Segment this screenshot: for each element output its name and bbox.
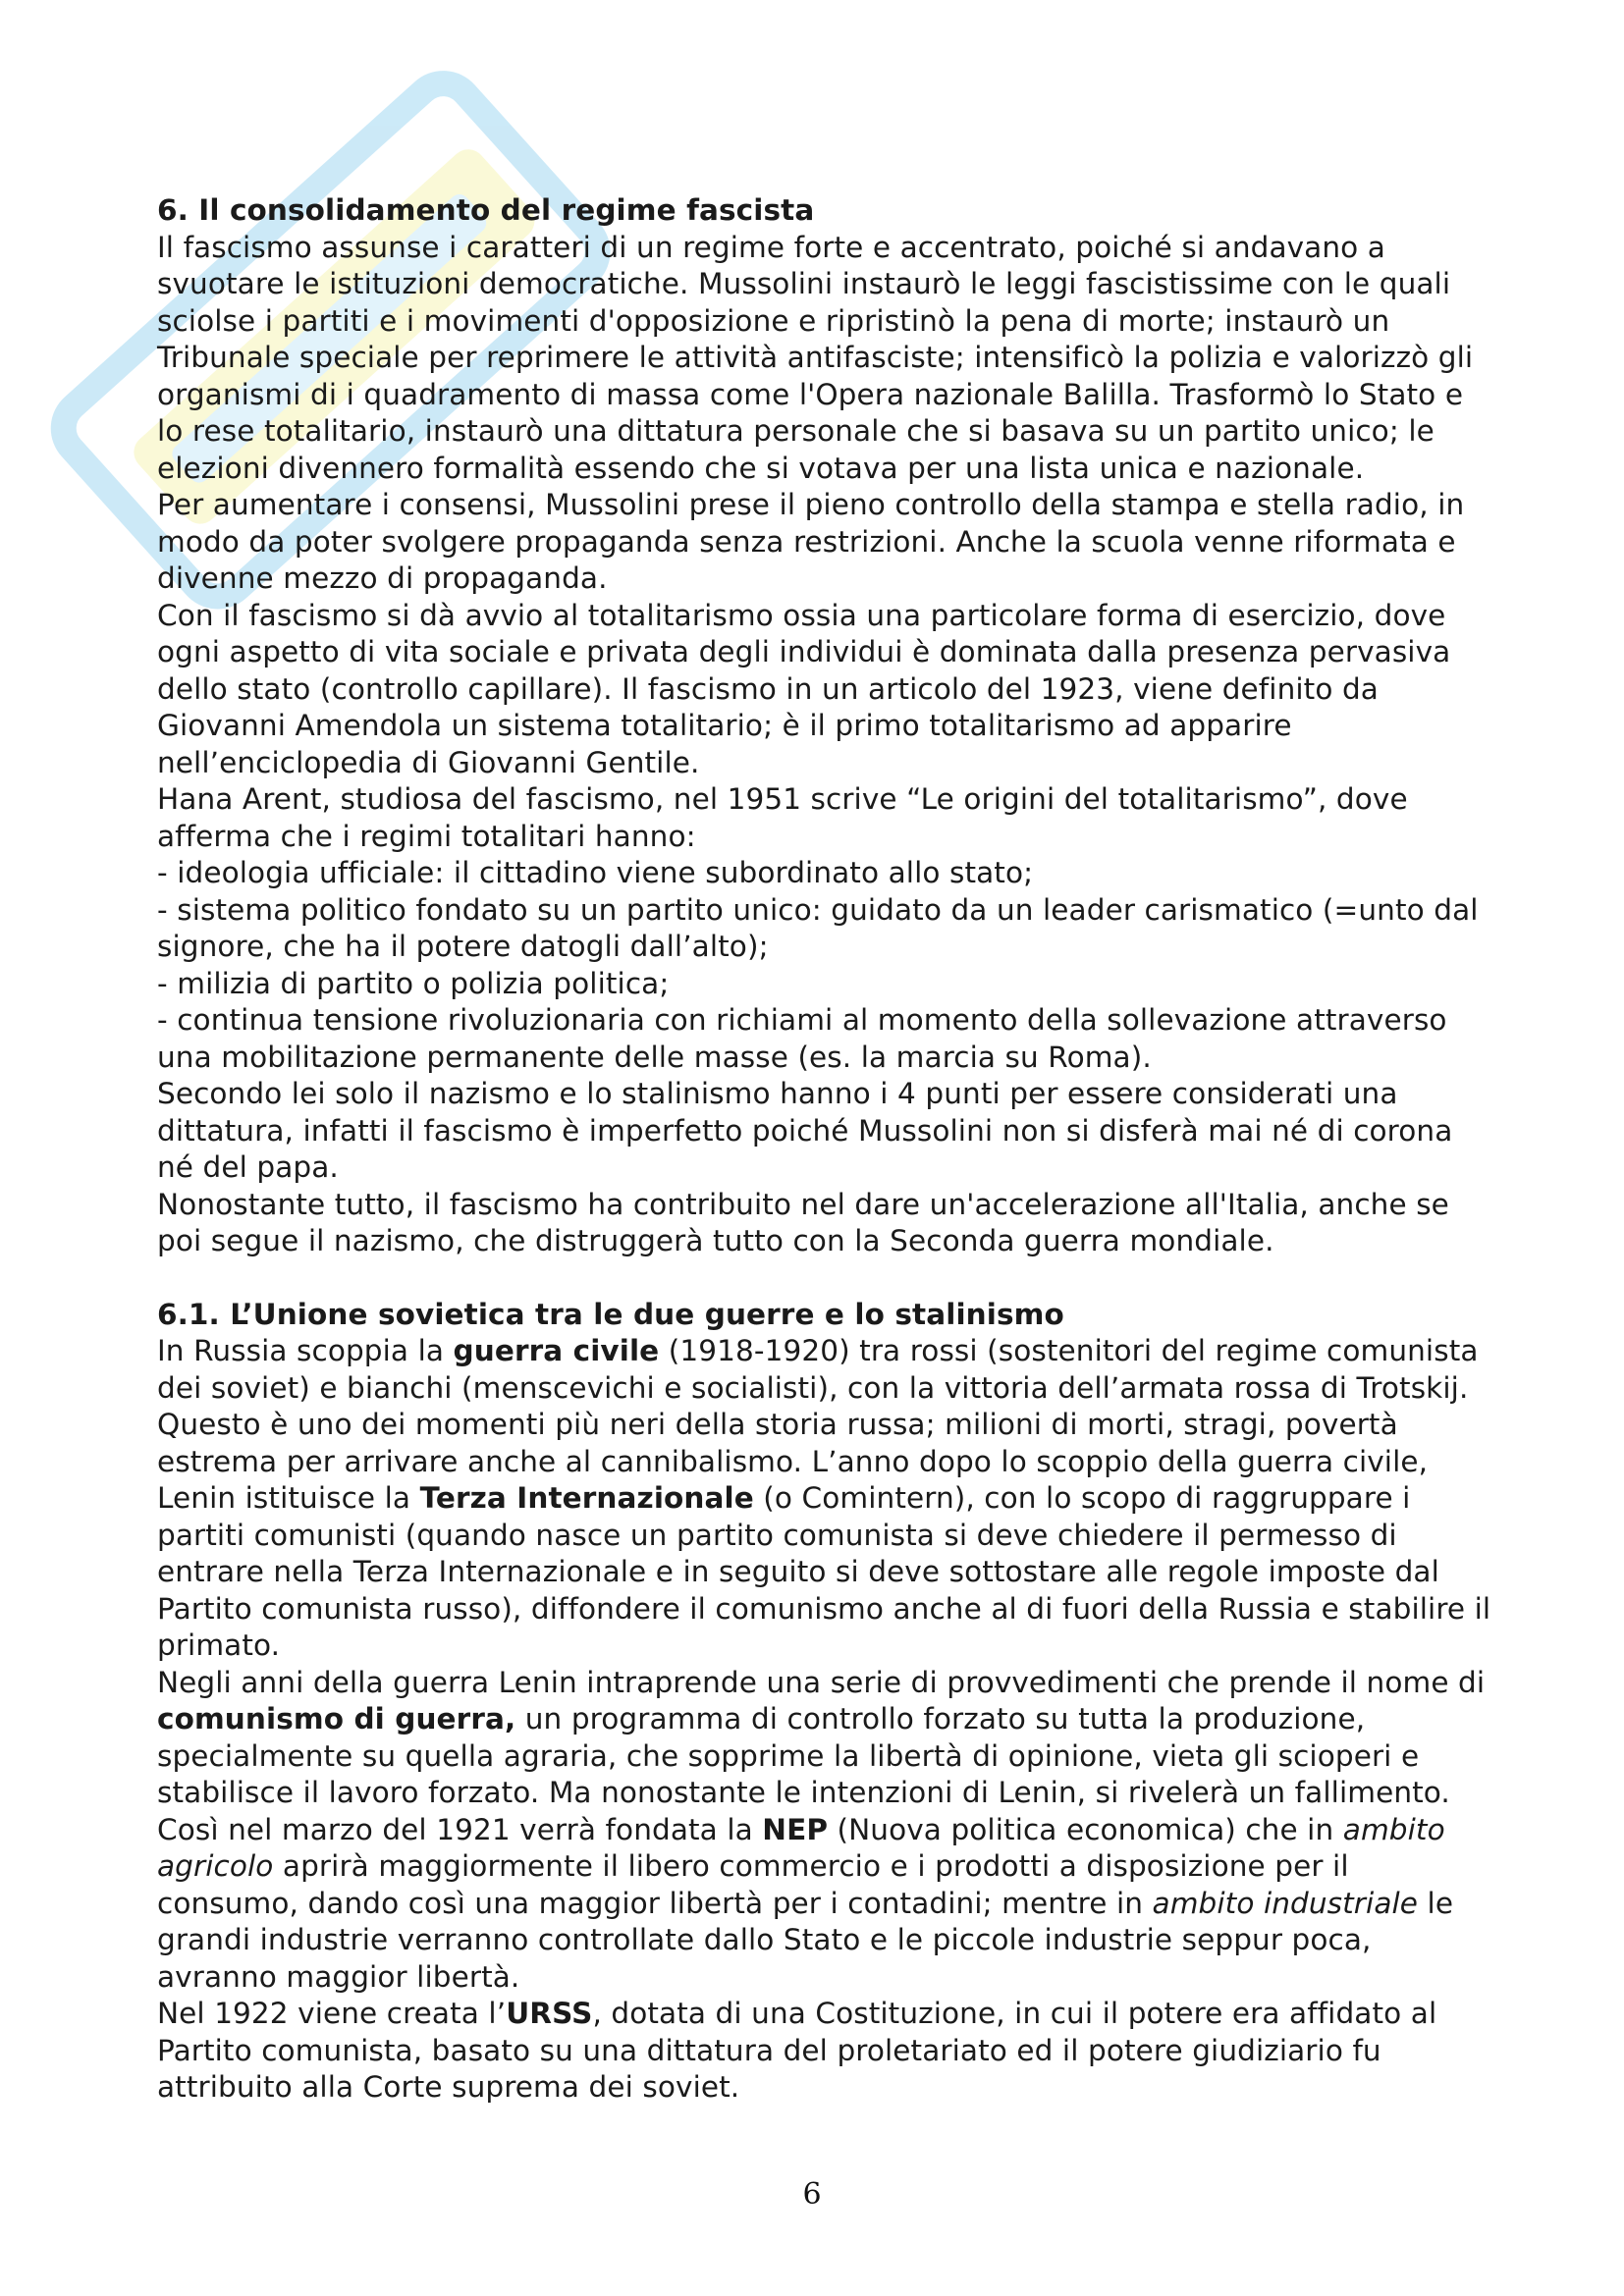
list-item: - sistema politico fondato su un partito unico: guidato da un leader carismatico (=unto dal signore, che ha il potere datogli dall’alto); xyxy=(157,892,1492,966)
paragraph: Per aumentare i consensi, Mussolini prese il pieno controllo della stampa e stella radio, in modo da poter svolgere propaganda senza restrizioni. Anche la scuola venne riformata e divenne mezzo di propaganda. xyxy=(157,488,1465,595)
italic-term: ambito agricolo xyxy=(157,1812,1445,1883)
paragraph: Con il fascismo si dà avvio al totalitarismo ossia una particolare forma di esercizio, dove ogni aspetto di vita sociale e privata degli individui è dominata dalla presenza pervasiva dello stato (controllo capillare). Il fascismo in un articolo del 1923, viene definito da Giovanni Amendola un sistema totalitario; è il primo totalitarismo ad apparire nell’enciclopedia di Giovanni Gentile. xyxy=(157,598,1451,779)
section-title-6: 6. Il consolidamento del regime fascista xyxy=(157,193,815,227)
paragraph: Nel 1922 viene creata l’URSS, dotata di una Costituzione, in cui il potere era affidato al Partito comunista, basato su una dittatura del proletariato ed il potere giudiziario fu attribuito alla Corte suprema dei soviet. xyxy=(157,1997,1437,2104)
page-content xyxy=(157,192,1492,2107)
list-item: - ideologia ufficiale: il cittadino viene subordinato allo stato; xyxy=(157,855,1492,892)
section-gap xyxy=(157,1260,1492,1297)
italic-term: ambito industriale xyxy=(1152,1886,1419,1920)
bold-term: Terza Internazionale xyxy=(419,1481,754,1515)
paragraph: Negli anni della guerra Lenin intraprende una serie di provvedimenti che prende il nome di comunismo di guerra, un programma di controllo forzato su tutta la produzione, specialmente su quella agraria, che sopprime la libertà di opinione, vieta gli scioperi e stabilisce il lavoro forzato. Ma nonostante le intenzioni di Lenin, si rivelerà un fallimento. Così nel marzo del 1921 verrà fondata la NEP (Nuova politica economica) che in ambito agricolo aprirà maggiormente il libero commercio e i prodotti a disposizione per il consumo, dando così una maggior libertà per i contadini; mentre in ambito industriale le grandi industrie verranno controllate dallo Stato e le piccole industrie seppur poca, avranno maggior libertà. xyxy=(157,1665,1486,1994)
paragraph: Il fascismo assunse i caratteri di un regime forte e accentrato, poiché si andavano a svuotare le istituzioni democratiche. Mussolini instaurò le leggi fascistissime con le quali sciolse i partiti e i movimenti d'opposizione e ripristinò la pena di morte; instaurò un Tribunale speciale per reprimere le attività antifasciste; intensificò la polizia e valorizzò gli organismi di i quadramento di massa come l'Opera nazionale Balilla. Trasformò lo Stato e lo rese totalitario, instaurò una dittatura personale che si basava su un partito unico; le elezioni divennero formalità essendo che si votava per una lista unica e nazionale. xyxy=(157,230,1474,485)
bold-term: NEP xyxy=(762,1812,829,1846)
bold-term: comunismo di guerra, xyxy=(157,1702,516,1735)
bold-term: URSS xyxy=(506,1997,593,2030)
bold-term: guerra civile xyxy=(453,1334,660,1367)
paragraph: Secondo lei solo il nazismo e lo stalinismo hanno i 4 punti per essere considerati una dittatura, infatti il fascismo è imperfetto poiché Mussolini non si disferà mai né di corona né del papa. xyxy=(157,1077,1453,1184)
paragraph: Hana Arent, studiosa del fascismo, nel 1951 scrive “Le origini del totalitarismo”, dove afferma che i regimi totalitari hanno: xyxy=(157,782,1408,853)
paragraph: Nonostante tutto, il fascismo ha contribuito nel dare un'accelerazione all'Italia, anche se poi segue il nazismo, che distruggerà tutto con la Seconda guerra mondiale. xyxy=(157,1187,1449,1257)
list-item: - milizia di partito o polizia politica; xyxy=(157,966,1492,1003)
paragraph: In Russia scoppia la guerra civile (1918-1920) tra rossi (sostenitori del regime comunista dei soviet) e bianchi (menscevichi e socialisti), con la vittoria dell’armata rossa di Trotskij. Questo è uno dei momenti più neri della storia russa; milioni di morti, stragi, povertà estrema per arrivare anche al cannibalismo. L’anno dopo lo scoppio della guerra civile, Lenin istituisce la Terza Internazionale (o Comintern), con lo scopo di raggruppare i partiti comunisti (quando nasce un partito comunista si deve chiedere il permesso di entrare nella Terza Internazionale e in seguito si deve sottostare alle regole imposte dal Partito comunista russo), diffondere il comunismo anche al di fuori della Russia e stabilire il primato. xyxy=(157,1334,1491,1662)
list-item: - continua tensione rivoluzionaria con richiami al momento della sollevazione attraverso una mobilitazione permanente delle masse (es. la marcia su Roma). xyxy=(157,1002,1492,1076)
section-title-6-1: 6.1. L’Unione sovietica tra le due guerre e lo stalinismo xyxy=(157,1297,1064,1331)
page-number: 6 xyxy=(802,2177,822,2212)
totalitarian-traits-list xyxy=(157,855,1492,1076)
